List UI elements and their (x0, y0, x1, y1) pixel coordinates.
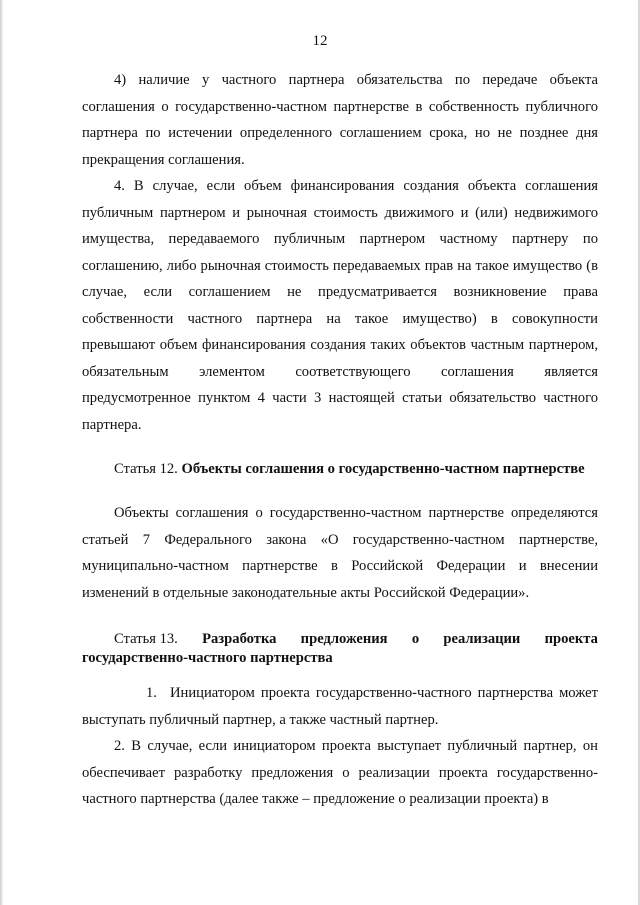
document-body (82, 67, 598, 813)
article-12-prefix: Статья 12. (114, 461, 182, 477)
item-text: Инициатором проекта государственно-частного партнерства может выступать публичный партнер, а также частный партнер. (82, 685, 598, 728)
spacer (82, 482, 598, 500)
article-13-title-word: реализации (443, 631, 521, 647)
article-13-prefix: Статья 13. (114, 631, 178, 647)
spacer (82, 668, 598, 680)
article-12-heading (82, 456, 598, 482)
article-13-title-word: проекта (544, 631, 598, 647)
article-12-title: Объекты соглашения о государственно-частном партнерстве (181, 461, 585, 477)
article-13-heading-line1 (82, 630, 598, 649)
article-13-item-2: 2. В случае, если инициатором проекта выступает публичный партнер, он обеспечивает разработку предложения о реализации проекта государственно-частного партнерства (далее также – предложение о реализации проекта) в (82, 738, 598, 807)
article-13-title-word: предложения (300, 631, 388, 647)
paragraph-part-4: 4. В случае, если объем финансирования создания объекта соглашения публичным партнером и рыночная стоимость движимого и (или) недвижимого имущества, передаваемого публичным партнером частному партнеру по соглашению, либо рыночная стоимость передаваемых прав на такое имущество (в случае, если соглашением не предусматривается возникновение права собственности частного партнера на такое имущество) в совокупности превышают объем финансирования создания таких объектов частным партнером, обязательным элементом соответствующего соглашения является предусмотренное пунктом 4 части 3 настоящей статьи обязательство частного партнера. (82, 178, 598, 433)
article-13-item-1 (82, 680, 598, 733)
article-13-title-word: о (411, 631, 420, 647)
article-13-heading (82, 630, 598, 668)
paragraph-item-4: 4) наличие у частного партнера обязательства по передаче объекта соглашения о государственно-частном партнерстве в собственность публичного партнера по истечении определенного соглашением срока, но не позднее дня прекращения соглашения. (82, 72, 598, 168)
item-number: 1. (146, 685, 157, 701)
scan-edge-left (0, 0, 3, 905)
article-13-title-line2: государственно-частного партнерства (82, 650, 333, 666)
article-13-title-word: Разработка (202, 631, 277, 647)
page-number: 12 (312, 33, 328, 49)
article-12-body: Объекты соглашения о государственно-частном партнерстве определяются статьей 7 Федерального закона «О государственно-частном партнерстве, муниципально-частном партнерстве в Российской Федерации и внесении изменений в отдельные законодательные акты Российской Федерации». (82, 505, 598, 601)
spacer (82, 606, 598, 630)
article-13-heading-line2 (82, 649, 598, 668)
spacer (82, 438, 598, 456)
